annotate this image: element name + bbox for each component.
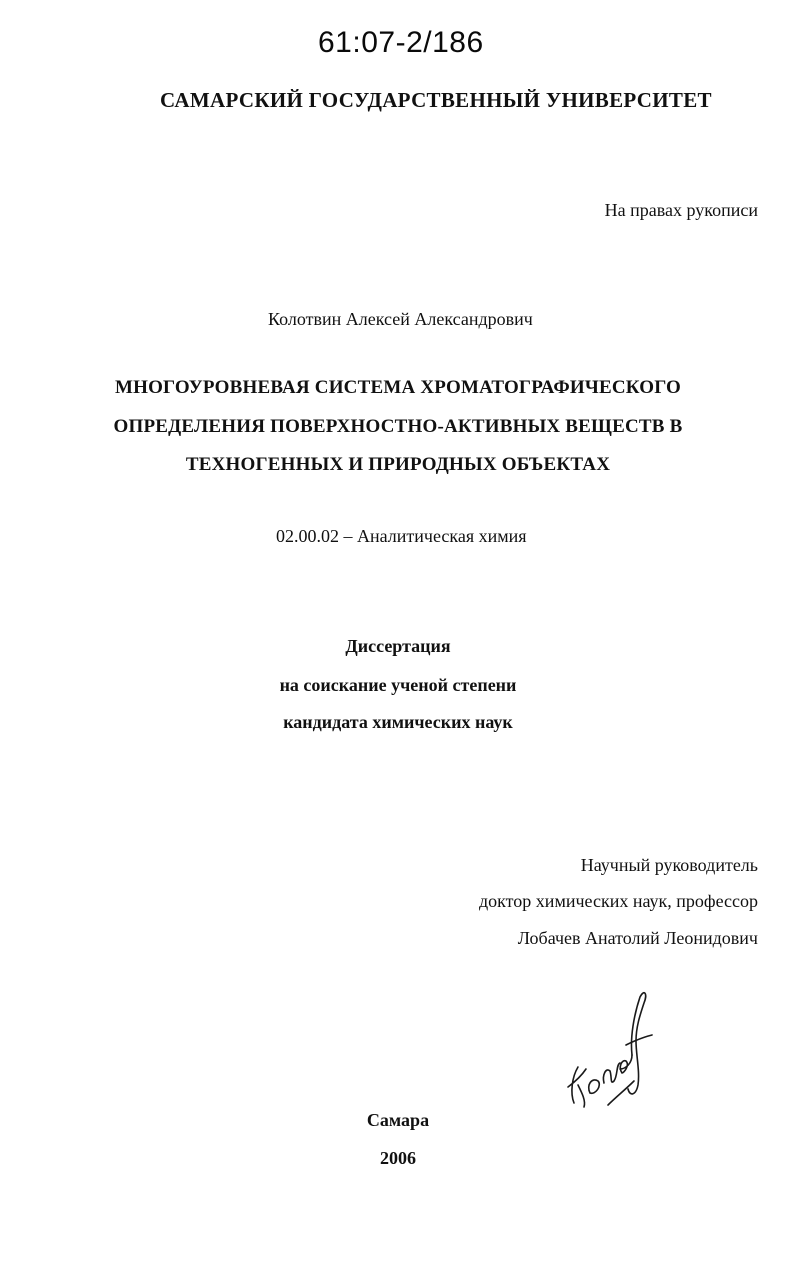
dissertation-title-line-1: МНОГОУРОВНЕВАЯ СИСТЕМА ХРОМАТОГРАФИЧЕСКОГО — [114, 377, 682, 398]
supervisor-name: Лобачев Анатолий Леонидович — [517, 928, 758, 948]
publication-city: Самара — [366, 1110, 430, 1130]
publication-year: 2006 — [380, 1148, 416, 1168]
specialty-code: 02.00.02 – Аналитическая химия — [276, 526, 527, 546]
handwritten-signature-icon — [560, 985, 660, 1115]
dissertation-label: Диссертация — [345, 636, 451, 656]
supervisor-label: Научный руководитель — [580, 855, 758, 875]
manuscript-rights-note: На правах рукописи — [604, 200, 758, 220]
dissertation-title-line-3: ТЕХНОГЕННЫХ И ПРИРОДНЫХ ОБЪЕКТАХ — [185, 454, 611, 475]
archive-code: 61:07-2/186 — [318, 26, 484, 59]
dissertation-title-line-2: ОПРЕДЕЛЕНИЯ ПОВЕРХНОСТНО-АКТИВНЫХ ВЕЩЕСТВ В — [113, 416, 683, 437]
degree-line: на соискание ученой степени — [279, 675, 517, 695]
university-name: САМАРСКИЙ ГОСУДАРСТВЕННЫЙ УНИВЕРСИТЕТ — [160, 88, 712, 112]
degree-field-line: кандидата химических наук — [283, 712, 513, 732]
author-name: Колотвин Алексей Александрович — [268, 309, 533, 329]
supervisor-degree: доктор химических наук, профессор — [479, 891, 758, 911]
